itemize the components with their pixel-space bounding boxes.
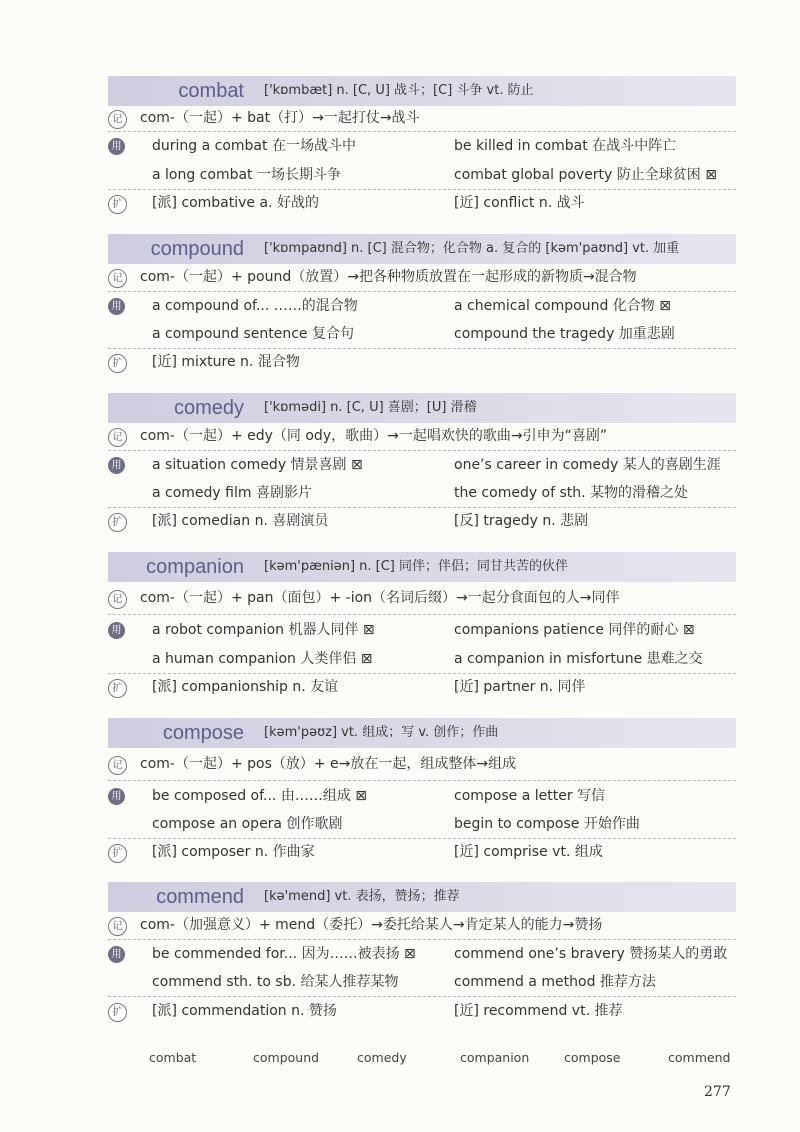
usage-phrase: a comedy film 喜剧影片 bbox=[152, 485, 312, 501]
extension-item: [派] combative a. 好战的 bbox=[152, 195, 319, 211]
usage-icon: 用 bbox=[108, 457, 125, 474]
divider bbox=[108, 131, 736, 132]
divider bbox=[108, 450, 736, 451]
usage-phrase: one’s career in comedy 某人的喜剧生涯 bbox=[454, 457, 721, 473]
etymology: com-（一起）+ pos（放）+ e→放在一起，组成整体→组成 bbox=[140, 756, 517, 772]
headword: companion bbox=[146, 556, 244, 578]
definition: [kəm'pæniən] n. [C] 同伴；伴侣；同甘共苦的伙伴 bbox=[264, 559, 569, 574]
etymology: com-（一起）+ edy（同 ody，歌曲）→一起唱欢快的歌曲→引申为“喜剧” bbox=[140, 428, 608, 444]
divider bbox=[108, 507, 736, 508]
usage-icon: 用 bbox=[108, 138, 125, 155]
extension-item: [派] companionship n. 友谊 bbox=[152, 679, 339, 695]
headword: commend bbox=[156, 886, 244, 908]
footer-word: commend bbox=[668, 1050, 731, 1065]
definition: ['kɒmbæt] n. [C, U] 战斗；[C] 斗争 vt. 防止 bbox=[264, 83, 534, 98]
divider bbox=[108, 838, 736, 839]
footer-word: combat bbox=[149, 1050, 197, 1065]
usage-phrase: commend sth. to sb. 给某人推荐某物 bbox=[152, 974, 399, 990]
footer-word: compose bbox=[564, 1050, 621, 1065]
etymology-icon: 记 bbox=[108, 269, 127, 288]
extension-item: [近] mixture n. 混合物 bbox=[152, 354, 300, 370]
definition: ['kɒmədi] n. [C, U] 喜剧；[U] 滑稽 bbox=[264, 400, 477, 415]
footer-word: companion bbox=[460, 1050, 530, 1065]
extension-icon: 扩 bbox=[108, 354, 127, 373]
usage-phrase: compound the tragedy 加重悲剧 bbox=[454, 326, 675, 342]
etymology: com-（一起）+ bat（打）→一起打仗→战斗 bbox=[140, 110, 420, 126]
etymology: com-（一起）+ pan（面包）+ -ion（名词后缀）→一起分食面包的人→同伴 bbox=[140, 590, 620, 606]
extension-item: [近] comprise vt. 组成 bbox=[454, 844, 603, 860]
extension-icon: 扩 bbox=[108, 679, 127, 698]
etymology-icon: 记 bbox=[108, 917, 127, 936]
extension-icon: 扩 bbox=[108, 1003, 127, 1022]
extension-item: [近] partner n. 同伴 bbox=[454, 679, 586, 695]
divider bbox=[108, 780, 736, 781]
divider bbox=[108, 996, 736, 997]
page-number: 277 bbox=[704, 1084, 731, 1100]
definition: ['kɒmpaʊnd] n. [C] 混合物；化合物 a. 复合的 [kəm'paʊnd] vt. 加重 bbox=[264, 241, 680, 256]
usage-phrase: be killed in combat 在战斗中阵亡 bbox=[454, 138, 677, 154]
extension-item: [近] conflict n. 战斗 bbox=[454, 195, 585, 211]
usage-phrase: combat global poverty 防止全球贫困 ⊠ bbox=[454, 167, 717, 183]
usage-phrase: compose an opera 创作歌剧 bbox=[152, 816, 343, 832]
etymology-icon: 记 bbox=[108, 428, 127, 447]
usage-phrase: commend one’s bravery 赞扬某人的勇敢 bbox=[454, 946, 728, 962]
usage-phrase: a long combat 一场长期斗争 bbox=[152, 167, 341, 183]
etymology: com-（加强意义）+ mend（委托）→委托给某人→肯定某人的能力→赞扬 bbox=[140, 917, 603, 933]
usage-phrase: be commended for... 因为……被表扬 ⊠ bbox=[152, 946, 416, 962]
headword: compound bbox=[150, 238, 244, 260]
usage-phrase: a situation comedy 情景喜剧 ⊠ bbox=[152, 457, 363, 473]
usage-phrase: a robot companion 机器人同伴 ⊠ bbox=[152, 622, 375, 638]
usage-icon: 用 bbox=[108, 622, 125, 639]
definition: [kə'mend] vt. 表扬，赞扬；推荐 bbox=[264, 889, 460, 904]
divider bbox=[108, 348, 736, 349]
footer-word: comedy bbox=[357, 1050, 407, 1065]
usage-icon: 用 bbox=[108, 788, 125, 805]
extension-item: [派] composer n. 作曲家 bbox=[152, 844, 315, 860]
footer-word: compound bbox=[253, 1050, 320, 1065]
etymology-icon: 记 bbox=[108, 110, 127, 129]
usage-phrase: during a combat 在一场战斗中 bbox=[152, 138, 356, 154]
extension-item: [近] recommend vt. 推荐 bbox=[454, 1003, 623, 1019]
extension-item: [反] tragedy n. 悲剧 bbox=[454, 513, 589, 529]
extension-icon: 扩 bbox=[108, 844, 127, 863]
usage-phrase: compose a letter 写信 bbox=[454, 788, 606, 804]
headword: compose bbox=[162, 722, 244, 744]
usage-icon: 用 bbox=[108, 298, 125, 315]
divider bbox=[108, 291, 736, 292]
usage-icon: 用 bbox=[108, 946, 125, 963]
definition: [kəm'pəʊz] vt. 组成；写 v. 创作；作曲 bbox=[264, 725, 499, 740]
headword: comedy bbox=[173, 397, 244, 419]
etymology-icon: 记 bbox=[108, 756, 127, 775]
usage-phrase: a companion in misfortune 患难之交 bbox=[454, 651, 703, 667]
usage-phrase: a compound of... ……的混合物 bbox=[152, 298, 358, 314]
usage-phrase: a chemical compound 化合物 ⊠ bbox=[454, 298, 671, 314]
etymology-icon: 记 bbox=[108, 590, 127, 609]
extension-item: [派] comedian n. 喜剧演员 bbox=[152, 513, 329, 529]
headword: combat bbox=[178, 80, 244, 102]
extension-item: [派] commendation n. 赞扬 bbox=[152, 1003, 337, 1019]
extension-icon: 扩 bbox=[108, 513, 127, 532]
divider bbox=[108, 939, 736, 940]
divider bbox=[108, 614, 736, 615]
extension-icon: 扩 bbox=[108, 195, 127, 214]
divider bbox=[108, 673, 736, 674]
usage-phrase: begin to compose 开始作曲 bbox=[454, 816, 640, 832]
usage-phrase: the comedy of sth. 某物的滑稽之处 bbox=[454, 485, 689, 501]
usage-phrase: commend a method 推荐方法 bbox=[454, 974, 656, 990]
usage-phrase: companions patience 同伴的耐心 ⊠ bbox=[454, 622, 695, 638]
usage-phrase: be composed of... 由……组成 ⊠ bbox=[152, 788, 368, 804]
etymology: com-（一起）+ pound（放置）→把各种物质放置在一起形成的新物质→混合物 bbox=[140, 269, 637, 285]
divider bbox=[108, 189, 736, 190]
usage-phrase: a human companion 人类伴侣 ⊠ bbox=[152, 651, 373, 667]
usage-phrase: a compound sentence 复合句 bbox=[152, 326, 354, 342]
